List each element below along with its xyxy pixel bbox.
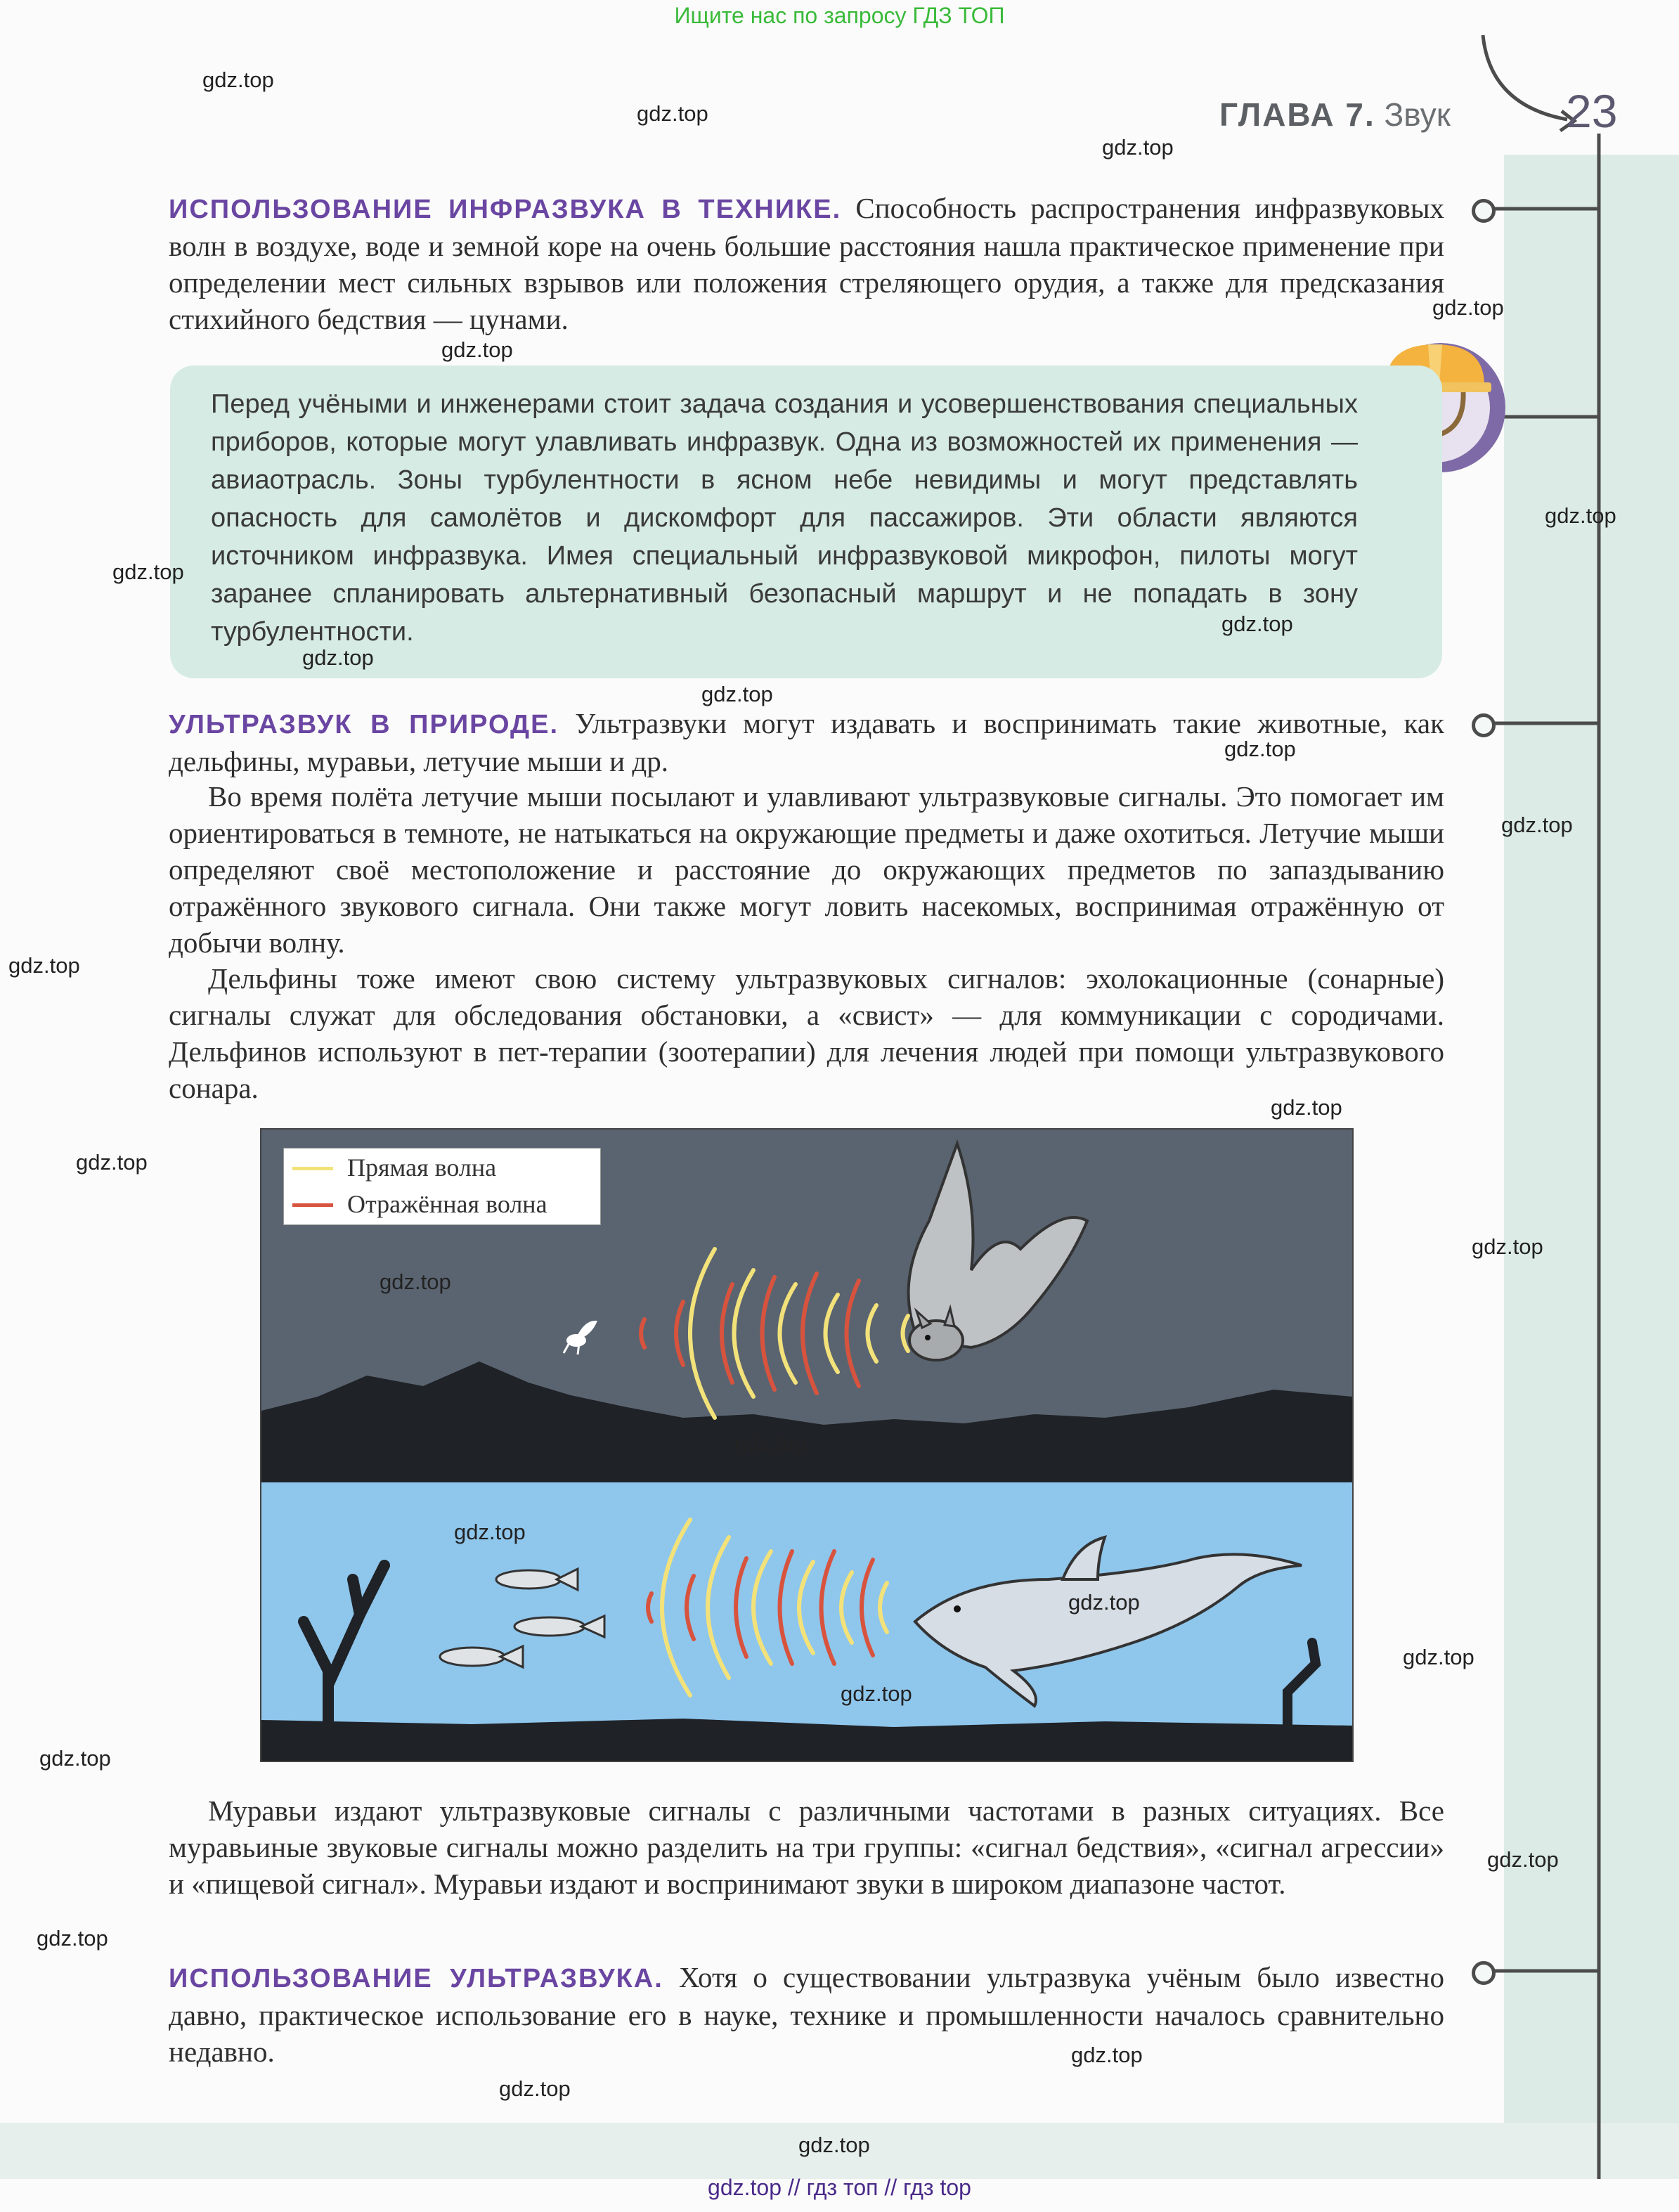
watermark-label: gdz.top bbox=[37, 1926, 108, 1951]
watermark-label: gdz.top bbox=[302, 645, 374, 670]
watermark-label: gdz.top bbox=[735, 1431, 807, 1456]
watermark-label: gdz.top bbox=[8, 953, 80, 978]
legend-label: Отражённая волна bbox=[347, 1190, 547, 1218]
water bbox=[261, 1482, 1352, 1761]
watermark-label: gdz.top bbox=[499, 2076, 571, 2101]
legend-swatch-direct bbox=[292, 1167, 333, 1170]
watermark-label: gdz.top bbox=[202, 67, 274, 92]
watermark-label: gdz.top bbox=[701, 682, 773, 706]
watermark-label: gdz.top bbox=[1472, 1234, 1543, 1259]
infrasound-tech-paragraph bbox=[169, 190, 1444, 337]
note-text: Перед учёными и инженерами стоит задача создания и усовершенствования специальных приборов, которые могут улавливать инфразвук. Одна из возможностей их применения — авиаотрасль. Зоны турбулентности в ясном небе невидимы и могут представлять опасность для самолётов и дискомфорт для пассажиров. Эти области являются источником инфразвука. Имея специальный инфразвуковой микрофон, пилоты могут заранее спланировать альтернативный безопасный маршрут и не попадать в зону турбулентности. bbox=[211, 389, 1358, 647]
watermark-label: gdz.top bbox=[1102, 135, 1174, 160]
ultrasound-use-paragraph bbox=[169, 1959, 1444, 2070]
legend-label: Прямая волна bbox=[347, 1153, 497, 1182]
bats-paragraph: Во время полёта летучие мыши посылают и улавливают ультразвуковые сигналы. Это помогает им ориентироваться в темноте, не натыкаться на окружающие предметы и даже охотиться. Летучие мыши определяют своё местоположение и расстояние до окружающих предметов по запаздыванию отражённого звукового сигнала. Они также могут ловить насекомых, воспринимая отражённую от добычи волну. bbox=[169, 780, 1444, 959]
watermark-label: gdz.top bbox=[441, 337, 513, 362]
legend-reflected bbox=[284, 1186, 600, 1222]
watermark-label: gdz.top bbox=[380, 1269, 451, 1294]
watermark-label: gdz.top bbox=[1432, 295, 1504, 320]
paragraph-text: Хотя о существовании ультразвука учёным было известно давно, практическое использование его в науке, технике и промышленности началось сравнительно недавно. bbox=[169, 1961, 1444, 2068]
watermark-label: gdz.top bbox=[76, 1150, 148, 1175]
watermark-label: gdz.top bbox=[39, 1746, 111, 1771]
top-watermark: Ищите нас по запросу ГДЗ ТОП bbox=[674, 3, 1005, 28]
bookmark-marker bbox=[1472, 1961, 1496, 1985]
watermark-label: gdz.top bbox=[1487, 1847, 1559, 1872]
page-number: 23 bbox=[1566, 85, 1618, 137]
paragraph-text: Способность распространения инфразвуковых волн в воздухе, воде и земной коре на очень большие расстояния нашла практическое применение при определении мест сильных взрывов или положения стреляющего орудия, а также для предсказания стихийного бедствия — цунами. bbox=[169, 192, 1444, 335]
watermark-label: gdz.top bbox=[1403, 1645, 1474, 1669]
chapter-title: Звук bbox=[1384, 96, 1451, 133]
watermark-label: gdz.top bbox=[841, 1681, 912, 1706]
chapter-label: ГЛАВА 7. bbox=[1219, 96, 1375, 133]
watermark-label: gdz.top bbox=[798, 2133, 870, 2157]
figure-legend bbox=[283, 1148, 601, 1225]
watermark-label: gdz.top bbox=[1221, 612, 1293, 636]
sea-floor bbox=[261, 1719, 1352, 1761]
watermark-label: gdz.top bbox=[1068, 1590, 1140, 1615]
section-heading: ИСПОЛЬЗОВАНИЕ ИНФРАЗВУКА В ТЕХНИКЕ. bbox=[169, 195, 842, 224]
section-heading: УЛЬТРАЗВУК В ПРИРОДЕ. bbox=[169, 710, 559, 739]
bottom-watermark: gdz.top // гдз топ // гдз top bbox=[708, 2175, 971, 2200]
bookmark-marker bbox=[1472, 199, 1496, 223]
section-heading: ИСПОЛЬЗОВАНИЕ УЛЬТРАЗВУКА. bbox=[169, 1964, 663, 1993]
watermark-label: gdz.top bbox=[112, 560, 184, 584]
watermark-label: gdz.top bbox=[1501, 813, 1573, 837]
watermark-label: gdz.top bbox=[454, 1520, 526, 1544]
watermark-label: gdz.top bbox=[1545, 503, 1616, 528]
watermark-label: gdz.top bbox=[1071, 2043, 1143, 2067]
legend-direct bbox=[284, 1150, 600, 1185]
ants-paragraph: Муравьи издают ультразвуковые сигналы с различными частотами в разных ситуациях. Все муравьиные звуковые сигналы можно разделить на три группы: «сигнал бедствия», «сигнал агрессии» и «пищевой сигнал». Муравьи издают и воспринимают звуки в широком диапазоне частот. bbox=[169, 1794, 1444, 1900]
dolphins-paragraph: Дельфины тоже имеют свою систему ультразвуковых сигналов: эхолокационные (сонарные) сигналы служат для обследования обстановки, а «свист» — для коммуникации с сородичами. Дельфинов используют в пет-терапии (зоотерапии) для лечения людей при помощи ультразвукового сонара. bbox=[169, 962, 1444, 1104]
watermark-label: gdz.top bbox=[1271, 1095, 1342, 1120]
paragraph-text: Ультразвуки могут издавать и воспринимать такие животные, как дельфины, муравьи, летучие мыши и др. bbox=[169, 707, 1444, 777]
bookmark-marker bbox=[1472, 713, 1496, 737]
watermark-label: gdz.top bbox=[1224, 737, 1296, 761]
legend-swatch-reflected bbox=[292, 1203, 333, 1207]
watermark-label: gdz.top bbox=[637, 101, 708, 126]
chapter-header bbox=[1219, 96, 1451, 134]
